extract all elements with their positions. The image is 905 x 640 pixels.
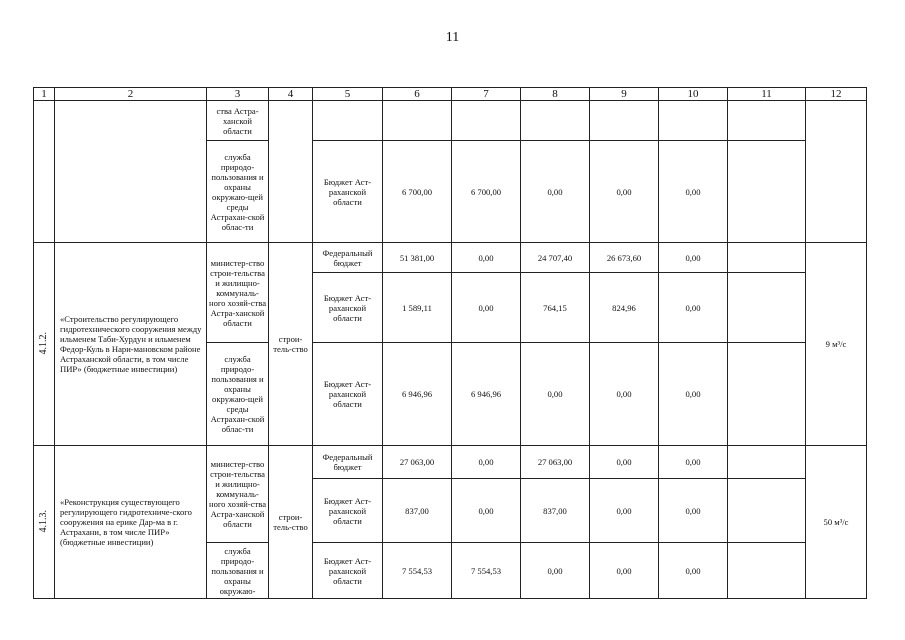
table-row — [34, 446, 867, 479]
cell — [728, 543, 806, 599]
value-cell: 0,00 — [590, 141, 659, 243]
header-cell: 5 — [313, 88, 383, 101]
value-cell: 26 673,60 — [590, 243, 659, 273]
source-cell: Бюджет Аст-раханской области — [313, 479, 383, 543]
budget-table — [33, 87, 867, 599]
value-cell: 6 700,00 — [383, 141, 452, 243]
cell — [521, 101, 590, 141]
value-cell: 0,00 — [452, 446, 521, 479]
value-cell: 0,00 — [659, 343, 728, 446]
measure-name-cell: «Реконструкция существующего регулирующего гидротехниче-ского сооружения на ерике Дар-ма в г. Астрахани, в том числе ПИР» (бюджетные инвестиции) — [55, 446, 207, 599]
org-cell: служба природо-пользования и охраны окружаю- — [207, 543, 269, 599]
table-row — [34, 101, 867, 141]
header-cell: 7 — [452, 88, 521, 101]
header-cell: 8 — [521, 88, 590, 101]
value-cell: 0,00 — [659, 479, 728, 543]
org-cell: министер-ство строи-тельства и жилищно-коммуналь-ного хозяй-ства Астра-ханской области — [207, 243, 269, 343]
org-cell: ства Астра-ханской области — [207, 101, 269, 141]
capacity-cell: 50 м³/с — [806, 446, 867, 599]
source-cell: Бюджет Аст-раханской области — [313, 141, 383, 243]
type-cell: строи-тель-ство — [269, 446, 313, 599]
value-cell: 7 554,53 — [452, 543, 521, 599]
source-cell: Бюджет Аст-раханской области — [313, 273, 383, 343]
value-cell: 0,00 — [659, 141, 728, 243]
cell — [728, 141, 806, 243]
value-cell: 0,00 — [521, 141, 590, 243]
cell — [383, 101, 452, 141]
header-cell: 1 — [34, 88, 55, 101]
value-cell: 837,00 — [521, 479, 590, 543]
value-cell: 51 381,00 — [383, 243, 452, 273]
value-cell: 7 554,53 — [383, 543, 452, 599]
header-cell: 9 — [590, 88, 659, 101]
header-cell: 11 — [728, 88, 806, 101]
table-row — [34, 243, 867, 273]
value-cell: 0,00 — [659, 446, 728, 479]
capacity-cell: 9 м³/с — [806, 243, 867, 446]
cell — [452, 101, 521, 141]
cell — [34, 101, 55, 243]
value-cell: 0,00 — [590, 446, 659, 479]
value-cell: 0,00 — [659, 273, 728, 343]
value-cell: 27 063,00 — [383, 446, 452, 479]
value-cell: 0,00 — [521, 543, 590, 599]
header-cell: 12 — [806, 88, 867, 101]
source-cell: Федеральный бюджет — [313, 446, 383, 479]
cell — [806, 101, 867, 243]
measure-name-cell: «Строительство регулирующего гидротехнического сооружения между ильменем Таби-Хурдун и ильменем Федор-Куль в Нари-мановском районе Астраханской области, в том числе ПИР» (бюджетные инвестиции) — [55, 243, 207, 446]
cell — [55, 101, 207, 243]
row-number: 4.1.2. — [38, 331, 49, 355]
value-cell: 0,00 — [452, 479, 521, 543]
value-cell: 1 589,11 — [383, 273, 452, 343]
value-cell: 764,15 — [521, 273, 590, 343]
cell — [728, 343, 806, 446]
source-cell: Федеральный бюджет — [313, 243, 383, 273]
org-cell: служба природо-пользования и охраны окружаю-щей среды Астрахан-ской облас-ти — [207, 343, 269, 446]
type-cell: строи-тель-ство — [269, 243, 313, 446]
cell — [728, 243, 806, 273]
source-cell: Бюджет Аст-раханской области — [313, 543, 383, 599]
row-number-cell — [34, 446, 55, 599]
row-number: 4.1.3. — [38, 509, 49, 533]
value-cell: 0,00 — [452, 273, 521, 343]
source-cell: Бюджет Аст-раханской области — [313, 343, 383, 446]
value-cell: 0,00 — [590, 343, 659, 446]
header-cell: 2 — [55, 88, 207, 101]
page-number: 11 — [445, 30, 460, 45]
header-cell: 6 — [383, 88, 452, 101]
org-cell: служба природо-пользования и охраны окружаю-щей среды Астрахан-ской облас-ти — [207, 141, 269, 243]
cell — [728, 446, 806, 479]
value-cell: 24 707,40 — [521, 243, 590, 273]
value-cell: 0,00 — [659, 543, 728, 599]
cell — [269, 101, 313, 243]
row-number-cell — [34, 243, 55, 446]
value-cell: 6 946,96 — [383, 343, 452, 446]
header-row — [34, 88, 867, 101]
value-cell: 27 063,00 — [521, 446, 590, 479]
value-cell: 0,00 — [590, 543, 659, 599]
value-cell: 0,00 — [521, 343, 590, 446]
header-cell: 4 — [269, 88, 313, 101]
value-cell: 0,00 — [452, 243, 521, 273]
value-cell: 6 700,00 — [452, 141, 521, 243]
cell — [590, 101, 659, 141]
cell — [728, 101, 806, 141]
value-cell: 837,00 — [383, 479, 452, 543]
header-cell: 10 — [659, 88, 728, 101]
header-cell: 3 — [207, 88, 269, 101]
cell — [728, 273, 806, 343]
cell — [659, 101, 728, 141]
value-cell: 0,00 — [590, 479, 659, 543]
value-cell: 824,96 — [590, 273, 659, 343]
org-cell: министер-ство строи-тельства и жилищно-коммуналь-ного хозяй-ства Астра-ханской области — [207, 446, 269, 543]
value-cell: 6 946,96 — [452, 343, 521, 446]
value-cell: 0,00 — [659, 243, 728, 273]
cell — [728, 479, 806, 543]
cell — [313, 101, 383, 141]
